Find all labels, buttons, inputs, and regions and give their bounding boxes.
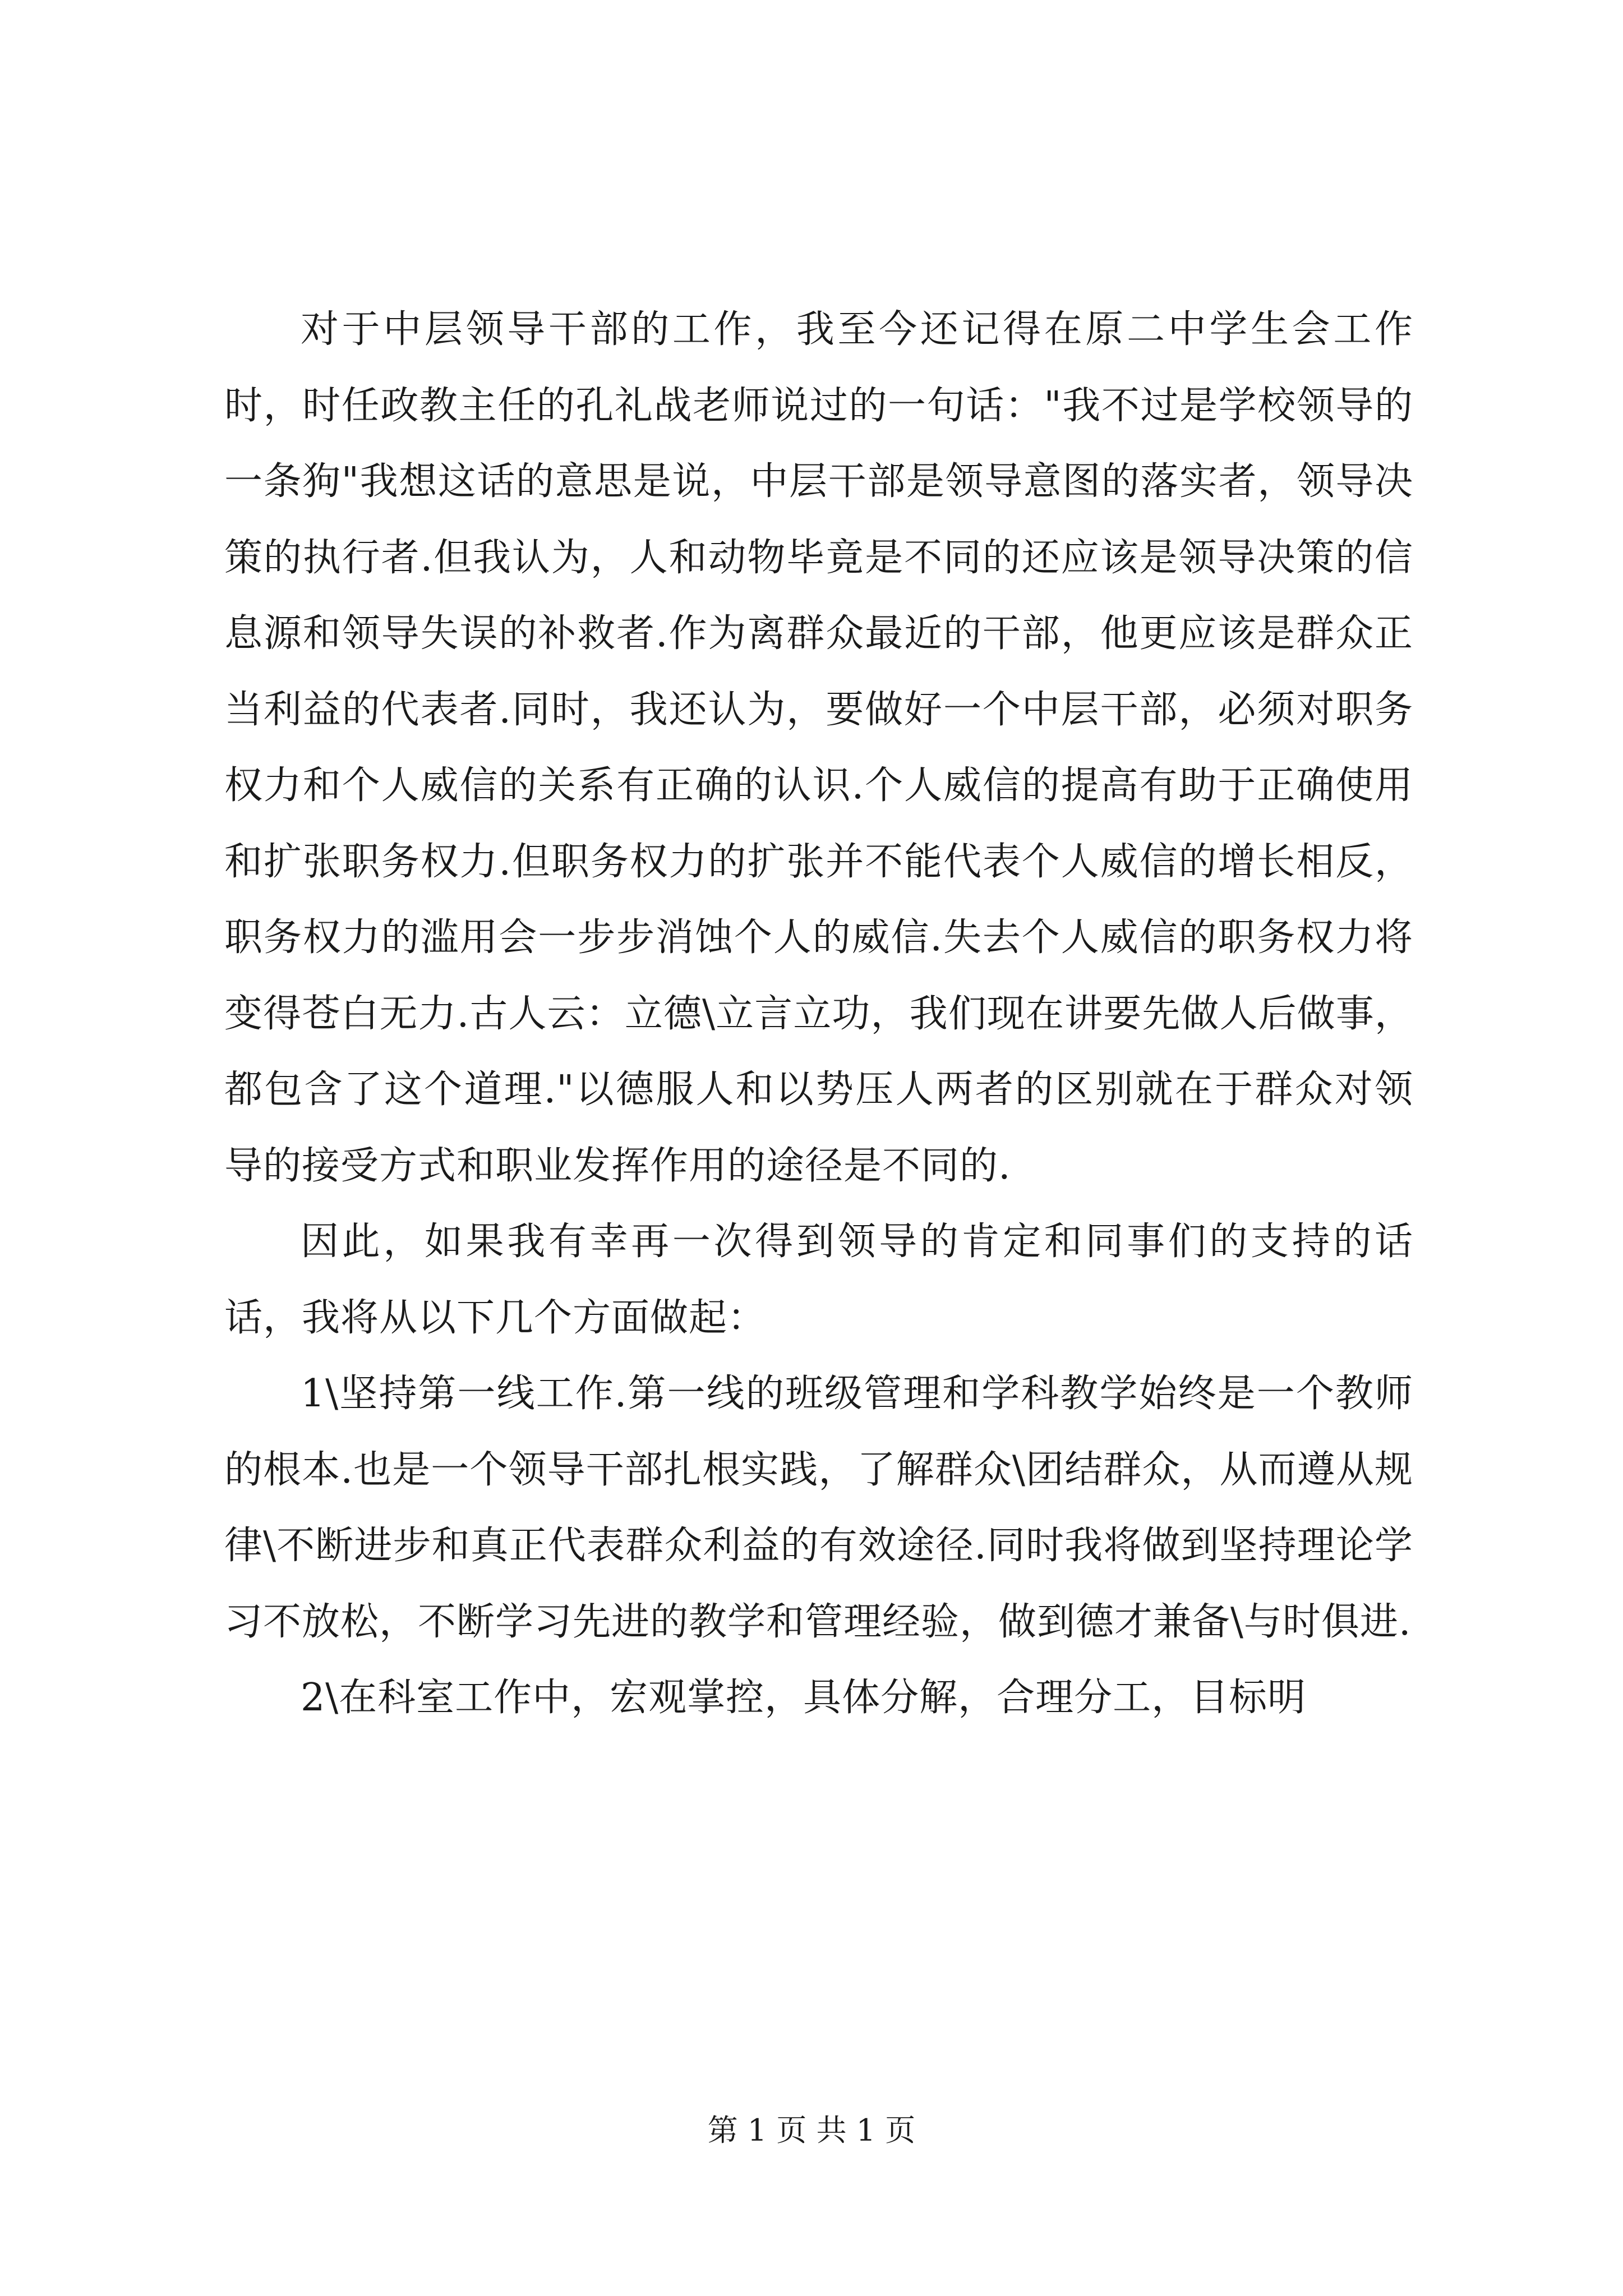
page-number-footer: 第 1 页 共 1 页 [707,2113,916,2148]
document-body [224,292,1413,1736]
paragraph-1: 对于中层领导干部的工作，我至今还记得在原二中学生会工作时，时任政教主任的孔礼战老师说过的一句话："我不过是学校领导的一条狗"我想这话的意思是说，中层干部是领导意图的落实者，领导决策的执行者.但我认为，人和动物毕竟是不同的还应该是领导决策的信息源和领导失误的补救者.作为离群众最近的干部，他更应该是群众正当利益的代表者.同时，我还认为，要做好一个中层干部，必须对职务权力和个人威信的关系有正确的认识.个人威信的提高有助于正确使用和扩张职务权力.但职务权力的扩张并不能代表个人威信的增长相反，职务权力的滥用会一步步消蚀个人的威信.失去个人威信的职务权力将变得苍白无力.古人云：立德\立言立功，我们现在讲要先做人后做事，都包含了这个道理."以德服人和以势压人两者的区别就在于群众对领导的接受方式和职业发挥作用的途径是不同的. [224,307,1413,1188]
paragraph-2: 因此，如果我有幸再一次得到领导的肯定和同事们的支持的话话，我将从以下几个方面做起： [224,1220,1413,1340]
paragraph-4: 2\在科室工作中，宏观掌控，具体分解，合理分工，目标明 [301,1676,1307,1720]
paragraph-3: 1\坚持第一线工作.第一线的班级管理和学科教学始终是一个教师的根本.也是一个领导干部扎根实践，了解群众\团结群众，从而遵从规律\不断进步和真正代表群众利益的有效途径.同时我将做到坚持理论学习不放松，不断学习先进的教学和管理经验，做到德才兼备\与时俱进. [224,1372,1413,1644]
